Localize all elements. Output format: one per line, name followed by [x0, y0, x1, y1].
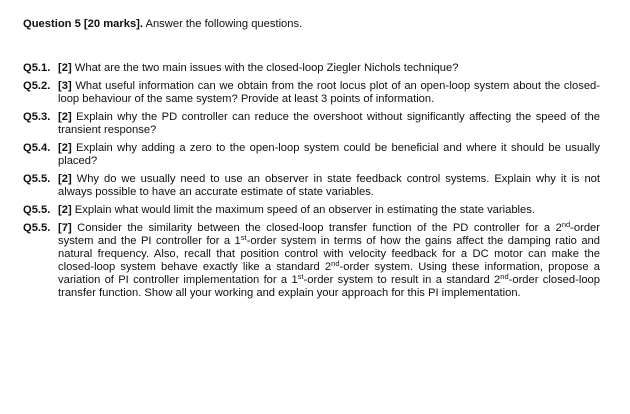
question-item	[23, 204, 600, 217]
question-marks: [2]	[58, 173, 72, 185]
question-text	[58, 222, 600, 300]
question-marks: [2]	[58, 111, 72, 123]
question-title: Question 5 [20 marks].	[23, 18, 143, 30]
question-text-segment: Explain why adding a zero to the open-loop system could be beneficial and where it should be usually placed?	[58, 142, 600, 167]
question-item	[23, 173, 600, 199]
question-number: Q5.1.	[23, 62, 51, 74]
question-number: Q5.3.	[23, 111, 51, 123]
question-heading	[23, 17, 302, 31]
question-text-segment: -order system. Using these information, propose a variation of PI controller implementation for a 1	[58, 261, 600, 286]
question-text	[58, 111, 600, 137]
question-text-segment: What are the two main issues with the closed-loop Ziegler Nichols technique?	[71, 62, 459, 74]
ordinal-suffix: st	[297, 272, 304, 281]
question-number: Q5.5.	[23, 204, 51, 216]
ordinal-suffix: st	[240, 233, 247, 242]
question-marks: [2]	[58, 142, 72, 154]
question-number: Q5.4.	[23, 142, 51, 154]
question-text-segment: -order closed-loop transfer function. Show all your working and explain your approach for this PI implementation.	[58, 274, 600, 299]
question-text-segment: What useful information can we obtain from the root locus plot of an open-loop system about the closed-loop behaviour of the same system? Provide at least 3 points of information.	[58, 80, 600, 105]
question-marks: [2]	[58, 62, 72, 74]
question-item	[23, 222, 600, 300]
question-text	[58, 62, 600, 75]
question-number: Q5.5.	[23, 173, 51, 185]
question-marks: [7]	[58, 222, 72, 234]
question-item	[23, 62, 600, 75]
question-list	[23, 62, 600, 305]
question-text-segment: -order system in terms of how the gains affect the damping ratio and natural frequency. Also, recall that position control with velocity feedback for a DC motor can make the closed-loop system behave exactly like a standard 2	[58, 235, 600, 273]
question-text-segment: -order system and the PI controller for a 1	[58, 222, 600, 247]
question-text	[58, 80, 600, 106]
ordinal-suffix: nd	[331, 259, 340, 268]
question-marks: [2]	[58, 204, 72, 216]
ordinal-suffix: nd	[500, 272, 509, 281]
question-text-segment: Consider the similarity between the closed-loop transfer function of the PD controller for a 2	[71, 222, 562, 234]
question-number: Q5.5.	[23, 222, 51, 234]
question-marks: [3]	[58, 80, 72, 92]
question-text	[58, 142, 600, 168]
question-text	[58, 173, 600, 199]
ordinal-suffix: nd	[561, 220, 571, 229]
question-number: Q5.2.	[23, 80, 51, 92]
question-text-segment: -order system to result in a standard 2	[303, 274, 501, 286]
question-instruction: Answer the following questions.	[143, 18, 303, 30]
question-text-segment: Explain why the PD controller can reduce the overshoot without significantly affecting the speed of the transient response?	[58, 111, 600, 136]
question-text-segment: Explain what would limit the maximum speed of an observer in estimating the state variables.	[71, 204, 535, 216]
question-item	[23, 142, 600, 168]
question-text	[58, 204, 600, 217]
question-item	[23, 80, 600, 106]
question-item	[23, 111, 600, 137]
question-text-segment: Why do we usually need to use an observer in state feedback control systems. Explain why it is not always possible to have an accurate estimate of state variables.	[58, 173, 600, 198]
